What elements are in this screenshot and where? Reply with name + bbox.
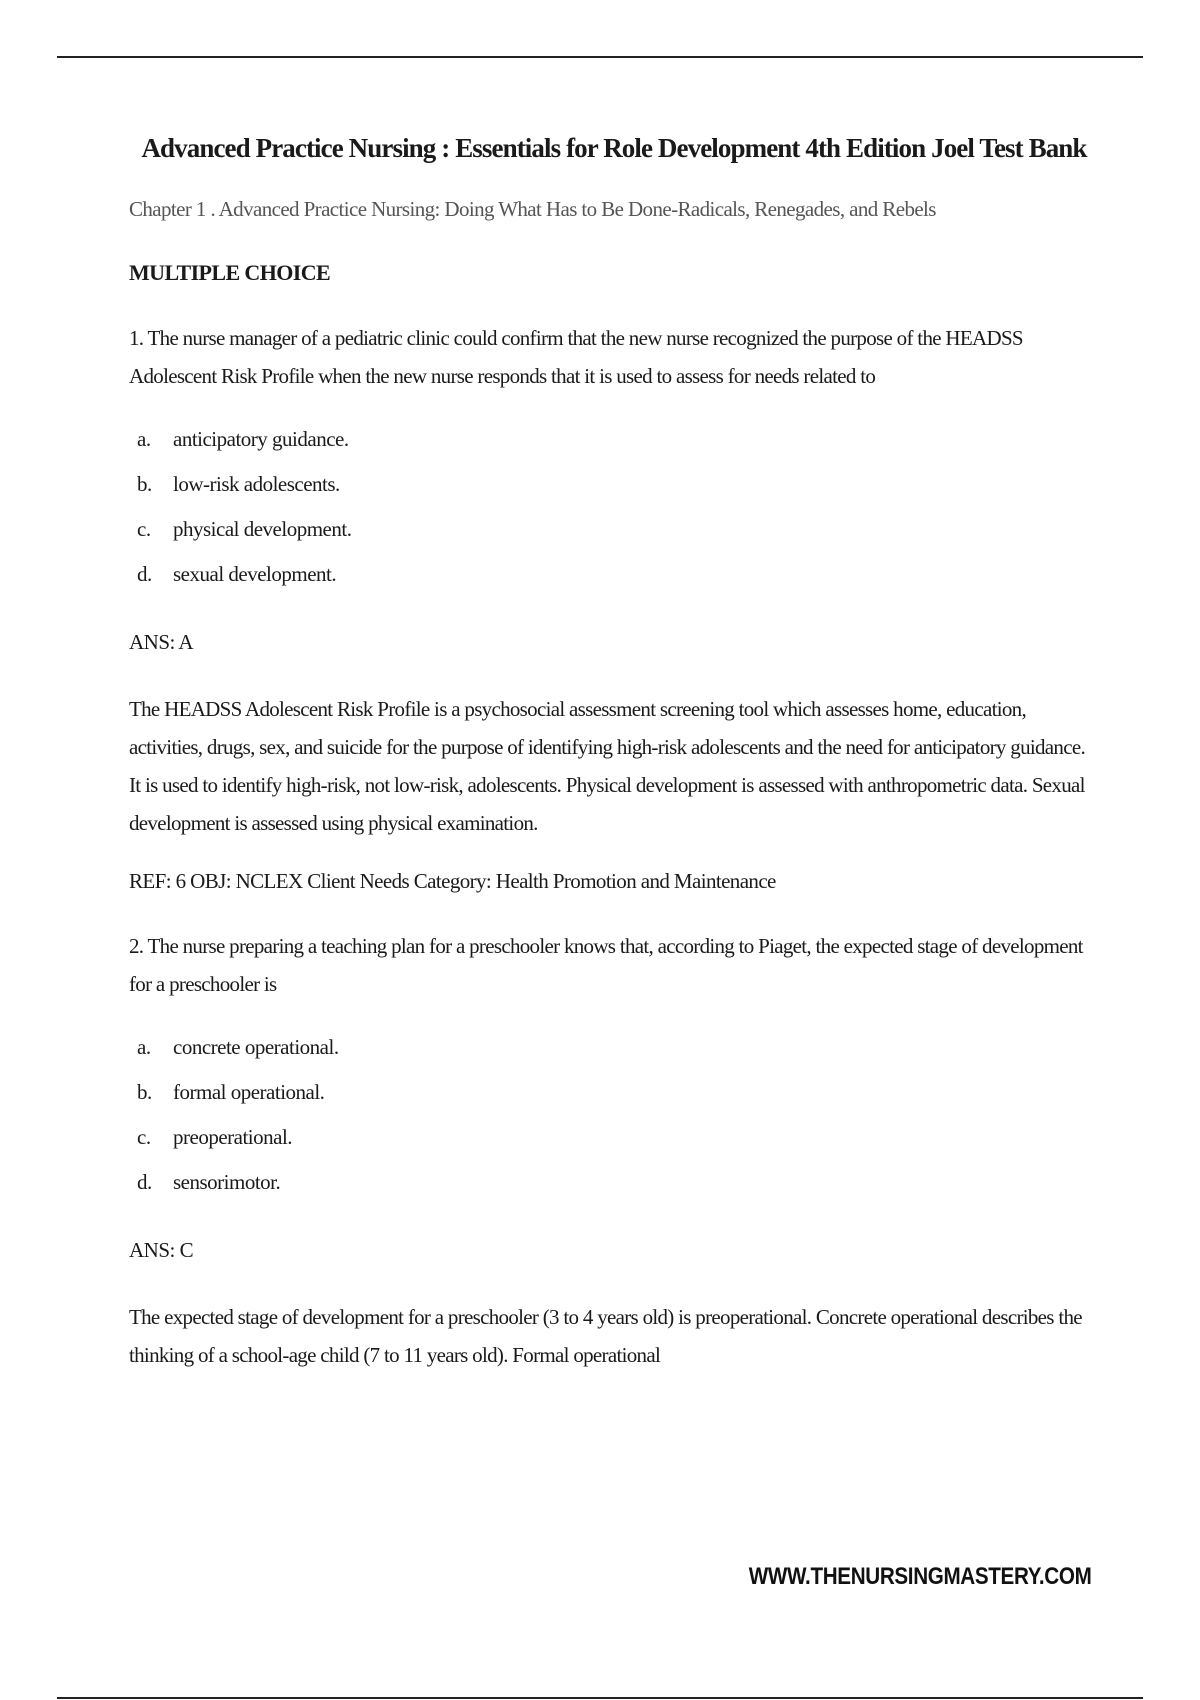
chapter-heading: Chapter 1 . Advanced Practice Nursing: Doing What Has to Be Done-Radicals, Renegades, and Rebels — [129, 197, 936, 221]
question-block-2 — [129, 927, 1099, 1374]
option-letter: d. — [137, 1170, 152, 1194]
rationale-text: The HEADSS Adolescent Risk Profile is a psychosocial assessment screening tool which assesses home, education, activities, drugs, sex, and suicide for the purpose of identifying high-risk adolescents and the need for anticipatory guidance. It is used to identify high-risk, not low-risk, adolescents. Physical development is assessed with anthropometric data. Sexual development is assessed using physical examination. — [129, 697, 1086, 835]
question-stem: 1. The nurse manager of a pediatric clinic could confirm that the new nurse recognized the purpose of the HEADSS Adolescent Risk Profile when the new nurse responds that it is used to assess for needs related to — [129, 326, 1023, 388]
option-item — [129, 1070, 1099, 1115]
answer-key: ANS: C — [129, 1238, 194, 1262]
option-item — [129, 552, 1099, 597]
option-item — [129, 507, 1099, 552]
option-item — [129, 417, 1099, 462]
option-letter: b. — [137, 1080, 152, 1104]
answer-options — [129, 417, 1099, 597]
option-item — [129, 462, 1099, 507]
option-text: concrete operational. — [173, 1035, 339, 1059]
section-heading: MULTIPLE CHOICE — [129, 260, 331, 285]
option-letter: a. — [137, 427, 151, 451]
document-title: Advanced Practice Nursing : Essentials for Role Development 4th Edition Joel Test Bank — [141, 133, 1087, 163]
option-text: formal operational. — [173, 1080, 325, 1104]
option-text: preoperational. — [173, 1125, 293, 1149]
footer-website: WWW.THENURSINGMASTERY.COM — [748, 1563, 1091, 1590]
page-content — [129, 132, 1099, 1374]
option-text: sensorimotor. — [173, 1170, 281, 1194]
answer-options — [129, 1025, 1099, 1205]
option-text: anticipatory guidance. — [173, 427, 349, 451]
top-rule — [57, 56, 1143, 58]
option-letter: a. — [137, 1035, 151, 1059]
bottom-rule — [57, 1697, 1143, 1699]
option-letter: c. — [137, 517, 151, 541]
option-item — [129, 1160, 1099, 1205]
option-text: physical development. — [173, 517, 352, 541]
rationale-text: The expected stage of development for a preschooler (3 to 4 years old) is preoperational. Concrete operational describes the thinking of a school-age child (7 to 11 years old). Formal operational — [129, 1305, 1082, 1367]
option-letter: d. — [137, 562, 152, 586]
question-block-1 — [129, 319, 1099, 894]
answer-key: ANS: A — [129, 630, 194, 654]
option-text: low-risk adolescents. — [173, 472, 340, 496]
option-letter: c. — [137, 1125, 151, 1149]
option-letter: b. — [137, 472, 152, 496]
option-text: sexual development. — [173, 562, 337, 586]
question-stem: 2. The nurse preparing a teaching plan for a preschooler knows that, according to Piaget, the expected stage of development for a preschooler is — [129, 934, 1083, 996]
reference-line: REF: 6 OBJ: NCLEX Client Needs Category: Health Promotion and Maintenance — [129, 869, 776, 893]
option-item — [129, 1025, 1099, 1070]
option-item — [129, 1115, 1099, 1160]
